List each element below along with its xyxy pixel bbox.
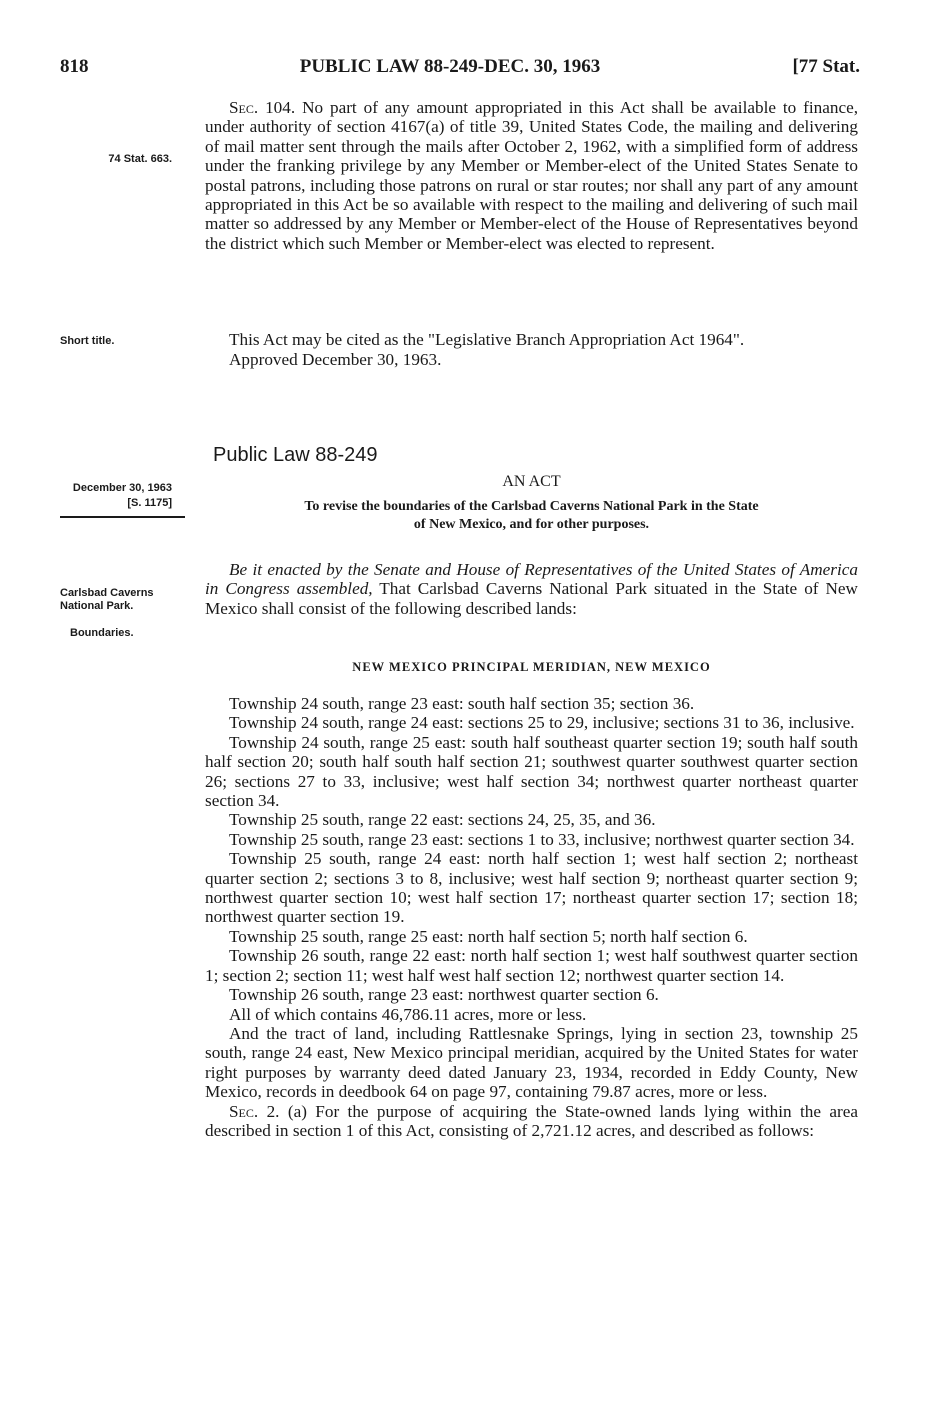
act-title-line1: To revise the boundaries of the Carlsbad Caverns National Park in the State: [304, 499, 759, 514]
short-title-text: This Act may be cited as the "Legislative Branch Appropriation Act 1964".: [229, 330, 745, 349]
tract-list: [205, 694, 858, 1140]
tract-item: And the tract of land, including Rattlesnake Springs, lying in section 23, township 25 south, range 24 east, New Mexico principal meridian, acquired by the United States for water right purposes by warranty deed dated January 23, 1934, recorded in Eddy County, New Mexico, records in deedbook 64 on page 97, containing 79.87 acres, more or less.: [205, 1023, 858, 1102]
volume-reference: [77 Stat.: [792, 56, 860, 77]
header-title: PUBLIC LAW 88-249-DEC. 30, 1963: [299, 56, 601, 77]
running-header: [60, 56, 860, 82]
act-label: AN ACT: [502, 473, 561, 490]
approved-line: Approved December 30, 1963.: [229, 350, 442, 370]
sec104-text: No part of any amount appropriated in this Act shall be available to finance, under authority of section 4167(a) of title 39, United States Code, the mailing and delivering of mail matter sent through the mails after October 2, 1962, with a simplified form of address under the franking privilege by any Member or Member-elect of the United States Senate to postal patrons, including those patrons on rural or star routes; nor shall any part of any amount appropriated in this Act be so available with respect to the mailing and delivering of such mail matter so addressed by any Member or Member-elect of the House of Representatives beyond the district which such Member or Member-elect was elected to represent.: [205, 98, 858, 253]
page-number: 818: [60, 56, 89, 77]
tract-item: Township 24 south, range 25 east: south half southeast quarter section 19; south half south half section 20; south half south half section 21; southwest quarter southwest quarter section 26; sections 27 to 33, inclusive; west half section 34; northwest quarter northeast quarter section 34.: [205, 732, 858, 811]
margin-note-bill: [S. 1175]: [127, 497, 172, 509]
short-title-section: [205, 330, 858, 370]
tract-item: Township 26 south, range 23 east: northwest quarter section 6.: [229, 985, 659, 1005]
meridian-heading: NEW MEXICO PRINCIPAL MERIDIAN, NEW MEXICO: [352, 660, 711, 674]
sec104-label: Sec. 104.: [229, 98, 296, 117]
tract-item: Township 24 south, range 24 east: sections 25 to 29, inclusive; sections 31 to 36, inclusive.: [229, 713, 855, 733]
act-title-line2: of New Mexico, and for other purposes.: [413, 517, 650, 532]
act-title: [205, 498, 858, 534]
enacting-clause: [205, 560, 858, 618]
sec2-text: (a) For the purpose of acquiring the State-owned lands lying within the area described in section 1 of this Act, consisting of 2,721.12 acres, and described as follows:: [205, 1101, 858, 1140]
margin-note-date: December 30, 1963: [72, 482, 172, 494]
margin-note-park: Carlsbad Caverns National Park.: [60, 587, 154, 612]
margin-note-stat-ref: 74 Stat. 663.: [108, 153, 172, 165]
margin-note-short-title: Short title.: [60, 335, 115, 347]
tract-item: Township 25 south, range 24 east: north half section 1; west half section 2; northeast quarter section 2; sections 3 to 8, inclusive; west half section 9; northeast quarter section 9; northwest quarter section 10; west half section 17; northeast quarter section 17; section 18; northwest quarter section 19.: [205, 849, 858, 927]
enacting-italic: Be it enacted by the Senate and House of Representatives of the United States of America in Congress assembled,: [205, 560, 858, 599]
tract-item: Township 25 south, range 22 east: sections 24, 25, 35, and 36.: [229, 810, 656, 830]
tract-item: Township 25 south, range 25 east: north half section 5; north half section 6.: [229, 926, 748, 946]
section-104: [205, 98, 858, 253]
margin-note-boundaries: Boundaries.: [70, 627, 134, 639]
tract-item: All of which contains 46,786.11 acres, more or less.: [229, 1004, 587, 1024]
tract-item: Township 25 south, range 23 east: sections 1 to 33, inclusive; northwest quarter section 34.: [229, 829, 855, 849]
sec2-label: Sec. 2.: [229, 1101, 280, 1121]
public-law-heading: Public Law 88-249: [213, 444, 378, 466]
enacting-rest: That Carlsbad Caverns National Park situated in the State of New Mexico shall consist of the following described lands:: [205, 579, 858, 618]
margin-rule: [60, 516, 185, 518]
tract-item: Township 24 south, range 23 east: south half section 35; section 36.: [229, 694, 695, 713]
tract-item: Township 26 south, range 22 east: north half section 1; west half southwest quarter section 1; section 2; section 11; west half west half section 12; northwest quarter section 14.: [205, 946, 858, 985]
